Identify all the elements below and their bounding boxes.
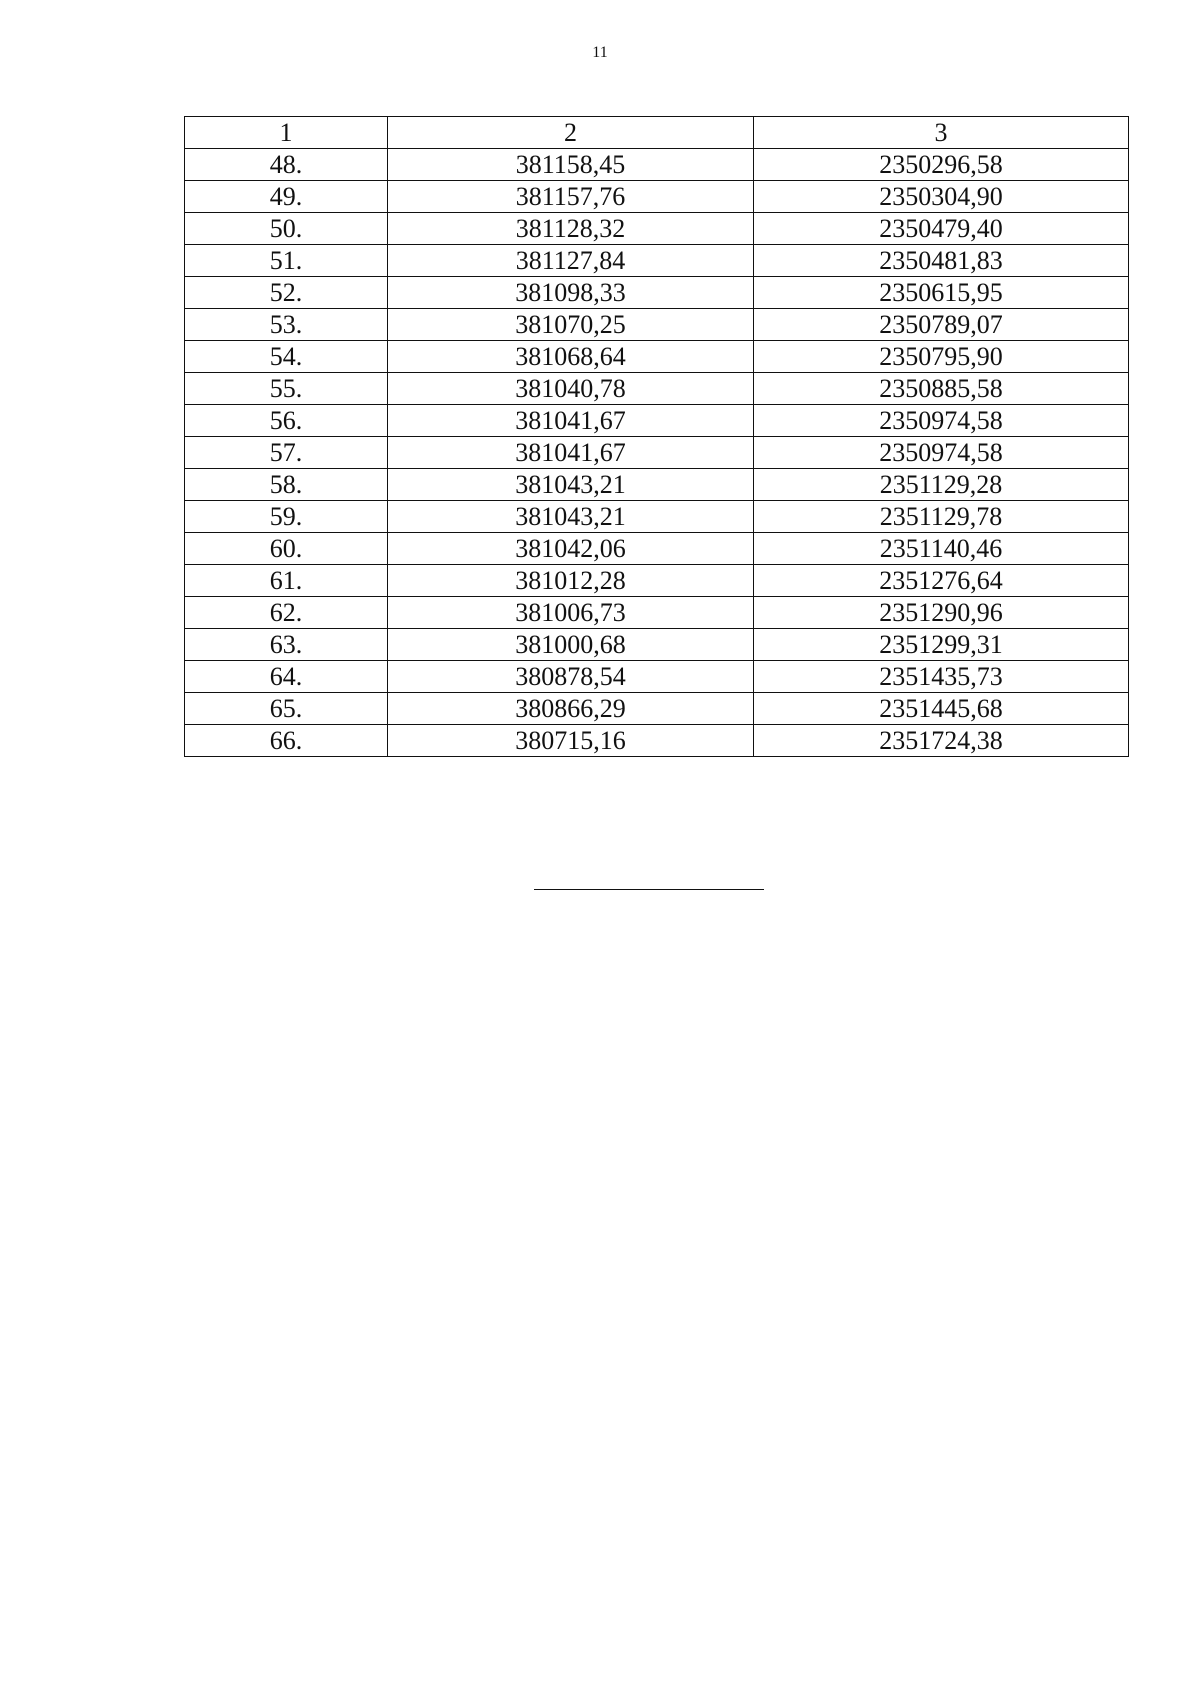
table-row (185, 309, 1129, 341)
point-number: 56. (185, 405, 388, 437)
table-header-row (185, 117, 1129, 149)
coordinate-x: 381040,78 (388, 373, 754, 405)
point-number: 66. (185, 725, 388, 757)
column-header-1: 1 (185, 117, 388, 149)
point-number: 64. (185, 661, 388, 693)
coordinate-y: 2350974,58 (754, 405, 1129, 437)
point-number: 57. (185, 437, 388, 469)
point-number: 53. (185, 309, 388, 341)
table-row (185, 341, 1129, 373)
table-body (185, 149, 1129, 757)
column-header-3: 3 (754, 117, 1129, 149)
coordinate-y: 2351435,73 (754, 661, 1129, 693)
table-row (185, 469, 1129, 501)
table-row (185, 661, 1129, 693)
coordinate-x: 381006,73 (388, 597, 754, 629)
coordinate-x: 381000,68 (388, 629, 754, 661)
point-number: 51. (185, 245, 388, 277)
table-row (185, 213, 1129, 245)
point-number: 58. (185, 469, 388, 501)
coordinate-y: 2351129,78 (754, 501, 1129, 533)
coordinate-y: 2350789,07 (754, 309, 1129, 341)
coordinate-y: 2350615,95 (754, 277, 1129, 309)
point-number: 65. (185, 693, 388, 725)
coordinate-y: 2351140,46 (754, 533, 1129, 565)
page-number: 11 (592, 44, 608, 61)
coordinates-table (184, 116, 1129, 757)
point-number: 48. (185, 149, 388, 181)
coordinate-y: 2350974,58 (754, 437, 1129, 469)
coordinate-x: 381043,21 (388, 501, 754, 533)
closing-rule (534, 889, 764, 890)
coordinate-x: 380866,29 (388, 693, 754, 725)
coordinate-y: 2350304,90 (754, 181, 1129, 213)
table-row (185, 405, 1129, 437)
coordinate-y: 2351276,64 (754, 565, 1129, 597)
point-number: 54. (185, 341, 388, 373)
coordinate-y: 2350481,83 (754, 245, 1129, 277)
coordinate-x: 381068,64 (388, 341, 754, 373)
table-row (185, 533, 1129, 565)
coordinate-x: 381070,25 (388, 309, 754, 341)
coordinate-x: 381128,32 (388, 213, 754, 245)
point-number: 61. (185, 565, 388, 597)
point-number: 59. (185, 501, 388, 533)
table-row (185, 277, 1129, 309)
table-row (185, 437, 1129, 469)
coordinate-x: 381043,21 (388, 469, 754, 501)
point-number: 55. (185, 373, 388, 405)
coordinate-y: 2350296,58 (754, 149, 1129, 181)
point-number: 62. (185, 597, 388, 629)
coordinate-y: 2351129,28 (754, 469, 1129, 501)
table-row (185, 629, 1129, 661)
table-row (185, 245, 1129, 277)
coordinate-x: 381012,28 (388, 565, 754, 597)
table-row (185, 597, 1129, 629)
coordinate-x: 381127,84 (388, 245, 754, 277)
table-row (185, 149, 1129, 181)
coordinate-x: 381098,33 (388, 277, 754, 309)
coordinate-y: 2351445,68 (754, 693, 1129, 725)
coordinate-y: 2351290,96 (754, 597, 1129, 629)
table-row (185, 373, 1129, 405)
coordinate-y: 2350479,40 (754, 213, 1129, 245)
coordinate-x: 380878,54 (388, 661, 754, 693)
coordinate-y: 2351299,31 (754, 629, 1129, 661)
point-number: 52. (185, 277, 388, 309)
coordinate-x: 381041,67 (388, 437, 754, 469)
table-row (185, 693, 1129, 725)
coordinate-x: 381158,45 (388, 149, 754, 181)
point-number: 50. (185, 213, 388, 245)
point-number: 63. (185, 629, 388, 661)
table-row (185, 501, 1129, 533)
table-row (185, 725, 1129, 757)
table-row (185, 181, 1129, 213)
column-header-2: 2 (388, 117, 754, 149)
point-number: 60. (185, 533, 388, 565)
point-number: 49. (185, 181, 388, 213)
coordinate-y: 2350795,90 (754, 341, 1129, 373)
coordinate-x: 380715,16 (388, 725, 754, 757)
table-row (185, 565, 1129, 597)
coordinate-x: 381041,67 (388, 405, 754, 437)
coordinate-y: 2350885,58 (754, 373, 1129, 405)
coordinate-y: 2351724,38 (754, 725, 1129, 757)
coordinate-x: 381157,76 (388, 181, 754, 213)
coordinate-x: 381042,06 (388, 533, 754, 565)
